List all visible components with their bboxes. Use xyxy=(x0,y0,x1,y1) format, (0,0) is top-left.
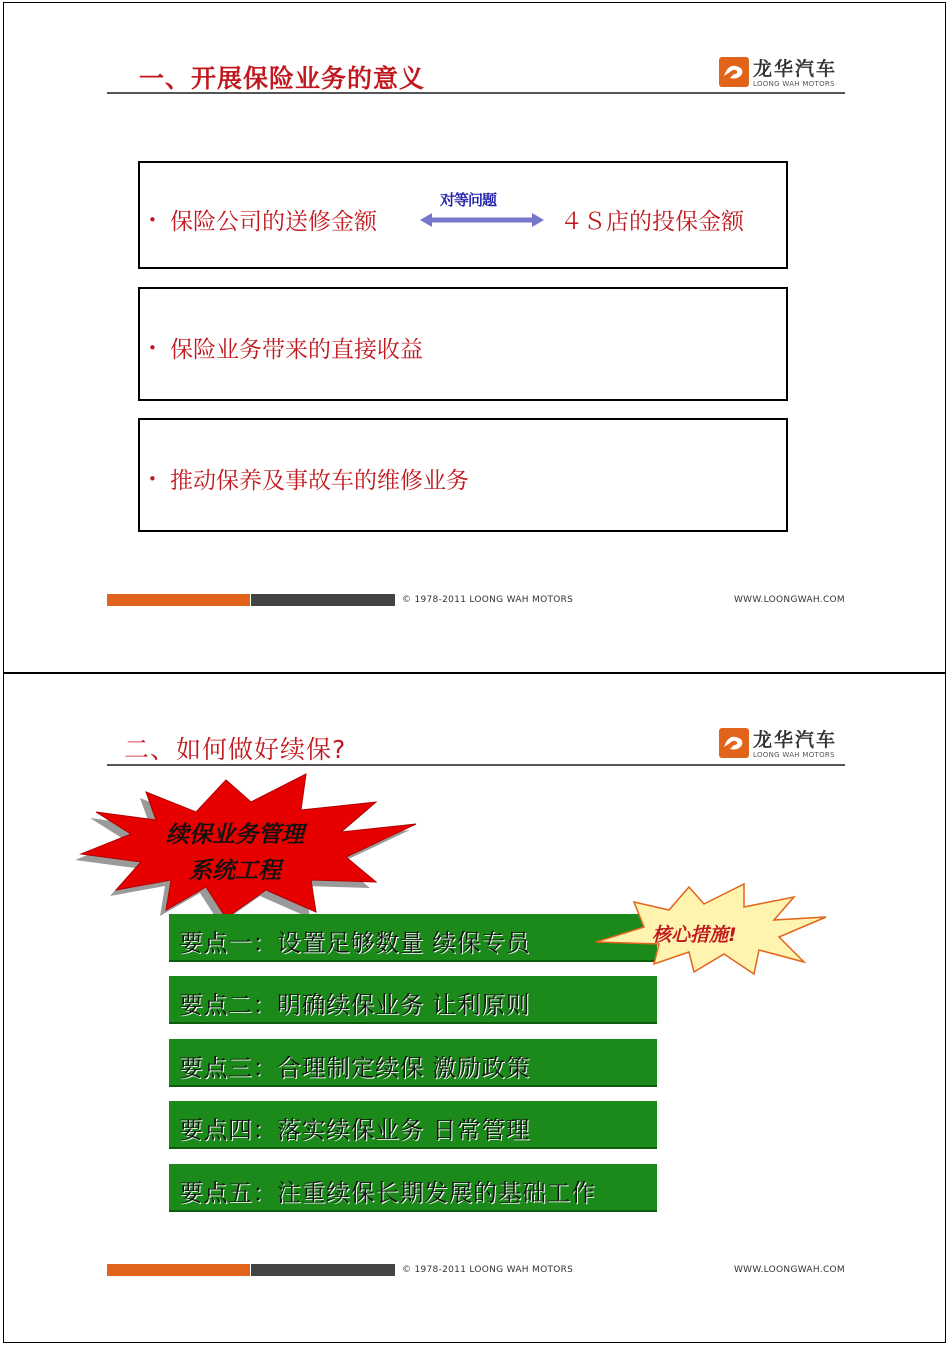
key-point-3 xyxy=(169,1039,657,1087)
double-arrow-icon xyxy=(420,213,544,227)
key-point-text: 要点三：合理制定续保 激励政策 xyxy=(179,1054,531,1082)
arrow-label: 对等问题 xyxy=(440,191,497,209)
burst-main-line-1: 续保业务管理 xyxy=(166,822,304,848)
footer-bar-dark xyxy=(251,1264,395,1276)
footer-url: WWW.LOONGWAH.COM xyxy=(733,1265,845,1275)
meaning-box-3 xyxy=(138,418,788,532)
footer-url: WWW.LOONGWAH.COM xyxy=(733,595,845,605)
footer-copyright: © 1978-2011 LOONG WAH MOTORS xyxy=(402,595,574,605)
slide-1 xyxy=(3,2,946,673)
meaning-box-1 xyxy=(138,161,788,269)
core-measure-label: 核心措施! xyxy=(652,924,737,946)
title-divider xyxy=(107,92,845,94)
company-logo xyxy=(719,726,849,760)
bullet: • xyxy=(148,339,157,357)
key-point-4 xyxy=(169,1101,657,1149)
footer-copyright: © 1978-2011 LOONG WAH MOTORS xyxy=(402,1265,574,1275)
box-1-left-text xyxy=(148,203,377,236)
key-point-text: 要点五：注重续保长期发展的基础工作 xyxy=(179,1179,596,1207)
logo-name: 龙华汽车 xyxy=(753,729,838,751)
footer-bar-orange xyxy=(107,594,250,606)
key-point-text: 要点二：明确续保业务 让利原则 xyxy=(179,991,531,1019)
box-2-label: 保险业务带来的直接收益 xyxy=(170,337,423,363)
footer-bar-orange xyxy=(107,1264,250,1276)
box-1-left-label: 保险公司的送修金额 xyxy=(170,209,377,235)
footer-bar-dark xyxy=(251,594,395,606)
key-point-1 xyxy=(169,914,657,962)
box-3-label: 推动保养及事故车的维修业务 xyxy=(170,468,469,494)
key-point-text: 要点四：落实续保业务 日常管理 xyxy=(179,1116,531,1144)
box-1-right-label: ４Ｓ店的投保金额 xyxy=(560,209,744,235)
box-3-text xyxy=(148,462,469,495)
slide-title: 一、开展保险业务的意义 xyxy=(139,64,426,93)
key-point-text: 要点一：设置足够数量 续保专员 xyxy=(179,929,531,957)
bullet: • xyxy=(148,211,157,229)
slide-2 xyxy=(3,673,946,1343)
key-point-2 xyxy=(169,976,657,1024)
dragon-logo-icon xyxy=(719,57,749,87)
bullet: • xyxy=(148,470,157,488)
logo-name: 龙华汽车 xyxy=(753,58,838,80)
slide-title: 二、如何做好续保? xyxy=(124,735,347,764)
burst-main-line-2: 系统工程 xyxy=(189,858,281,884)
company-logo xyxy=(719,55,849,89)
title-divider xyxy=(107,764,845,766)
logo-subtitle: LOONG WAH MOTORS xyxy=(753,80,835,88)
logo-subtitle: LOONG WAH MOTORS xyxy=(753,751,835,759)
box-2-text xyxy=(148,331,423,364)
key-point-5 xyxy=(169,1164,657,1212)
dragon-logo-icon xyxy=(719,728,749,758)
meaning-box-2 xyxy=(138,287,788,401)
